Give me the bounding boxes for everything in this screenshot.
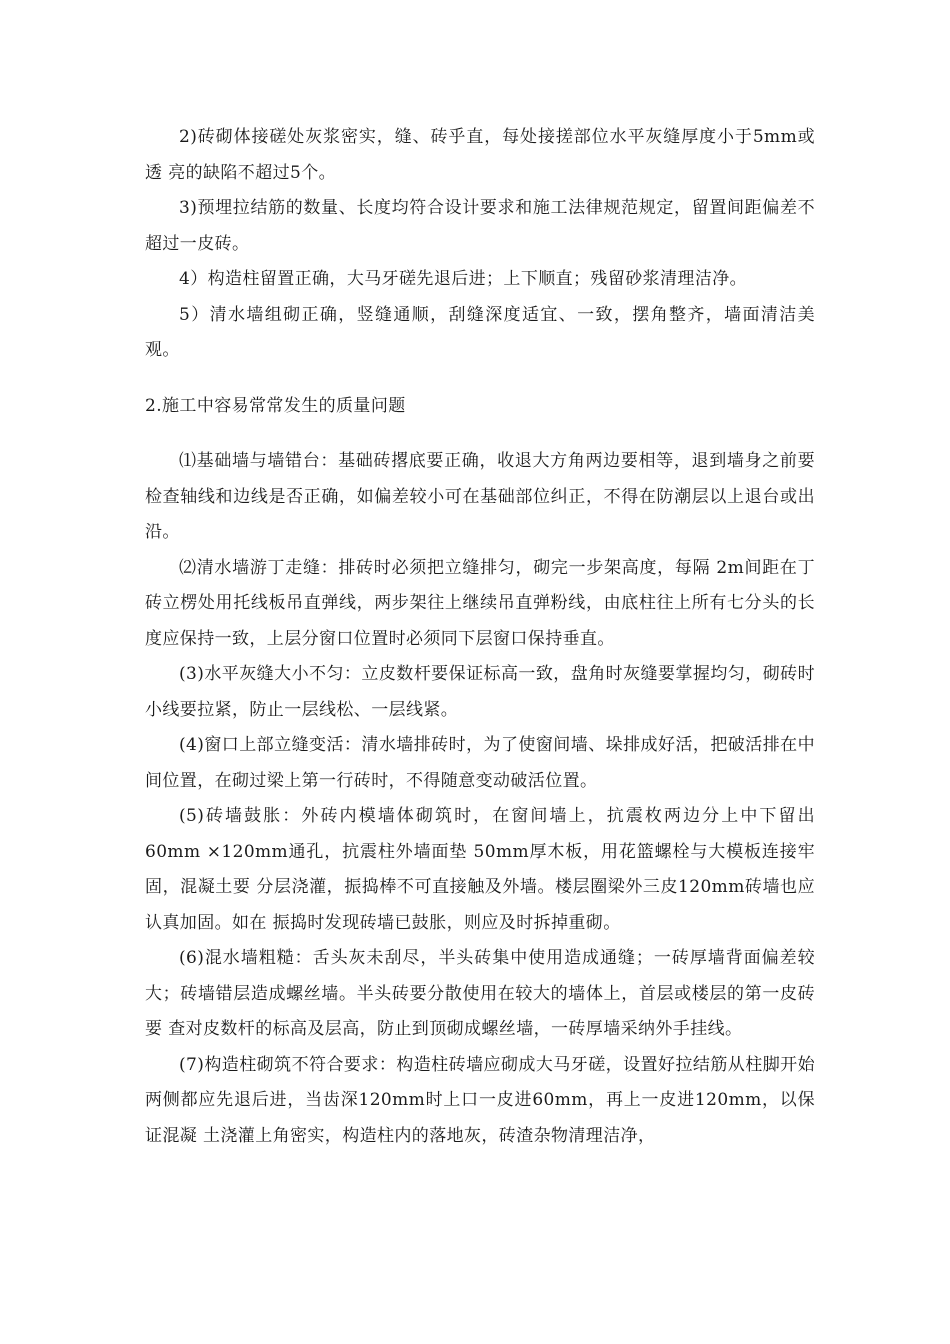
paragraph-problem-2: ⑵清水墙游丁走缝：排砖时必须把立缝排匀，砌完一步架高度，每隔 2m间距在丁砖立楞处用托线板吊直弹线，两步架往上继续吊直弹粉线，由底柱往上所有七分头的长度应保持一致，上层分窗口位置时必须同下层窗口保持垂直。 xyxy=(145,557,815,649)
paragraph-problem-6: (6)混水墙粗糙：舌头灰未刮尽，半头砖集中使用造成通缝；一砖厚墙背面偏差较 大；砖墙错层造成螺丝墙。半头砖要分散使用在较大的墙体上，首层或楼层的第一皮砖要 查对皮数杆的标高及层高，防止到顶砌成螺丝墙，一砖厚墙采纳外手挂线。 xyxy=(145,948,815,1039)
paragraph-item-4: 4）构造柱留置正确，大马牙磋先退后进；上下顺直；残留砂浆清理洁净。 xyxy=(179,269,748,289)
paragraph-problem-7: (7)构造柱砌筑不符合要求：构造柱砖墙应砌成大马牙磋，设置好拉结筋从柱脚开始 两侧都应先退后进，当齿深120mm时上口一皮进60mm，再上一皮进120mm，以保证混凝 土浇灌上角密实，构造柱内的落地灰，砖渣杂物清理洁净， xyxy=(145,1054,815,1146)
paragraph-problem-1: ⑴基础墙与墙错台：基础砖撂底要正确，收退大方角两边要相等，退到墙身之前要检查轴线和边线是否正确，如偏差较小可在基础部位纠正，不得在防潮层以上退台或出沿。 xyxy=(145,451,815,542)
paragraph-problem-5: (5)砖墙鼓胀：外砖内模墙体砌筑时，在窗间墙上，抗震枚两边分上中下留出60mm ×120mm通孔，抗震柱外墙面垫 50mm厚木板，用花篮螺栓与大模板连接牢固，混凝土要 分层浇灌，振捣棒不可直接触及外墙。楼层圈梁外三皮120mm砖墙也应认真加固。如在 振捣时发现砖墙已鼓胀，则应及时拆掉重砌。 xyxy=(145,806,815,933)
paragraph-problem-4: (4)窗口上部立缝变活：清水墙排砖时，为了使窗间墙、垛排成好活，把破活排在中 间位置，在砌过梁上第一行砖时，不得随意变动破活位置。 xyxy=(145,735,815,791)
paragraph-item-5: 5）清水墙组砌正确，竖缝通顺，刮缝深度适宜、一致，摆角整齐，墙面清洁美观。 xyxy=(145,304,815,360)
paragraph-problem-3: (3)水平灰缝大小不匀：立皮数杆要保证标高一致，盘角时灰缝要掌握均匀，砌砖时小线要拉紧，防止一层线松、一层线紧。 xyxy=(145,664,815,720)
document-page xyxy=(145,120,815,1154)
paragraph-item-3: 3)预埋拉结筋的数量、长度均符合设计要求和施工法律规范规定，留置间距偏差不超过一皮砖。 xyxy=(145,198,815,254)
paragraph-item-2: 2)砖砌体接磋处灰浆密实，缝、砖乎直，每处接搓部位水平灰缝厚度小于5mm或透 亮的缺陷不超过5个。 xyxy=(145,127,815,183)
section-heading: 2.施工中容易常常发生的质量问题 xyxy=(145,395,406,416)
